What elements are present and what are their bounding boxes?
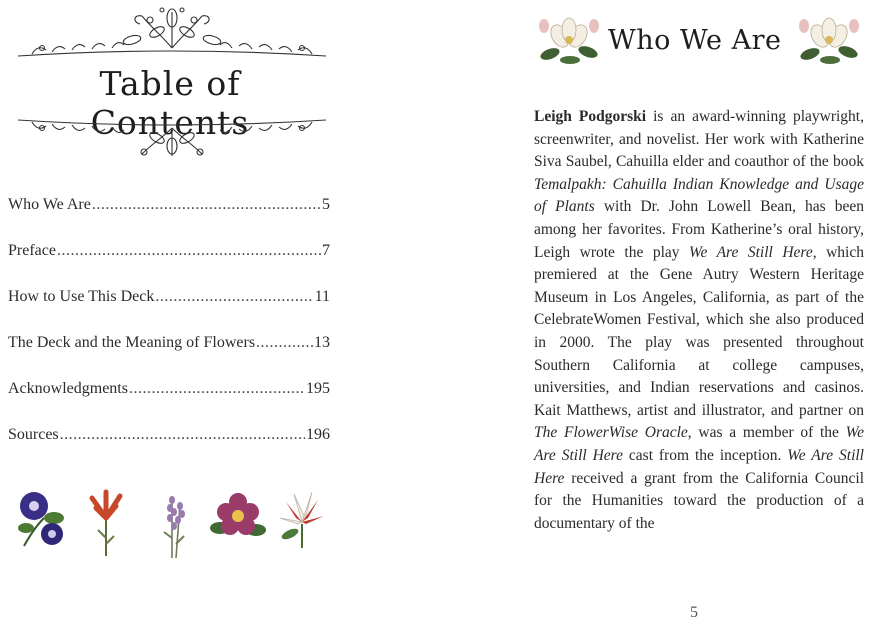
toc-entry-page: 7: [322, 242, 330, 259]
book-title: Temalpakh: Cahuilla Indian Knowledge and Usage of Plants: [534, 175, 864, 216]
toc-entry[interactable]: [8, 380, 330, 426]
pink-primrose-icon: [210, 488, 266, 544]
red-paintbrush-flower-icon: [84, 488, 128, 558]
body-text-run: cast from the inception.: [623, 446, 788, 464]
left-magnolia-sprig-icon: [536, 16, 602, 66]
toc-dot-leader: [256, 334, 313, 352]
play-title: We Are Still Here: [689, 243, 813, 261]
toc-entry-label: How to Use This Deck: [8, 288, 155, 305]
page-title: Who We Are: [608, 25, 782, 56]
toc-dot-leader: [57, 242, 321, 260]
toc-entry-page: 196: [306, 426, 330, 443]
toc-dot-leader: [60, 426, 305, 444]
right-page: [500, 0, 870, 624]
toc-entry[interactable]: [8, 426, 330, 472]
toc-entry[interactable]: [8, 242, 330, 288]
red-white-lily-icon: [276, 488, 328, 550]
body-paragraph: [534, 106, 864, 535]
flower-illustrations: [14, 488, 334, 560]
play-title: We Are Still Here: [534, 446, 864, 487]
toc-entry-label: Acknowledgments: [8, 380, 128, 397]
author-name: Leigh Podgorski: [534, 108, 647, 125]
toc-entry-page: 5: [322, 196, 330, 213]
bottom-floral-ornament-icon: [12, 112, 332, 158]
lavender-sprig-icon: [154, 488, 194, 560]
body-text-run: with Dr. John Lowell Bean, has been among her favorites. From Katherine’s oral history, Leigh wrote the play: [534, 198, 865, 261]
toc-entry-label: Preface: [8, 242, 56, 259]
play-title: We Are Still Here: [534, 424, 864, 464]
toc-entry[interactable]: [8, 288, 330, 334]
toc-entry-page: 195: [306, 380, 330, 397]
body-text-run: , was a member of the: [687, 424, 846, 442]
page-number: 5: [690, 604, 698, 621]
toc-title: Table of Contents: [90, 64, 250, 142]
toc-entry-page: 11: [314, 288, 330, 305]
oracle-title: The FlowerWise Oracle: [534, 424, 688, 442]
toc-entry-page: 13: [314, 334, 330, 351]
toc-list: [8, 196, 330, 472]
body-text-run: , which premiered at the Gene Autry Western Heritage Museum in Los Angeles, California, as part of the CelebrateWomen Festival, which she also produced in 2000. The play was presented throughout Southern California at college campuses, universities, and Indian reservations and casinos. Kait Matthews, artist and illustrator, and partner on: [534, 243, 864, 419]
toc-dot-leader: [155, 288, 313, 306]
toc-dot-leader: [92, 196, 321, 214]
body-text-run: is an award-winning playwright, screenwriter, and novelist. Her work with Katherine Siva Saubel, Cahuilla elder and coauthor of the book: [534, 108, 864, 171]
toc-entry-label: The Deck and the Meaning of Flowers: [8, 334, 256, 351]
toc-entry-label: Who We Are: [8, 196, 91, 213]
toc-entry[interactable]: [8, 334, 330, 380]
left-page: [0, 0, 340, 624]
body-text-run: received a grant from the California Council for the Humanities toward the production of a documentary of the: [534, 469, 864, 532]
toc-dot-leader: [129, 380, 305, 398]
right-magnolia-sprig-icon: [796, 16, 862, 66]
top-floral-ornament-icon: [12, 6, 332, 62]
purple-morning-glory-icon: [14, 488, 74, 550]
toc-entry[interactable]: [8, 196, 330, 242]
toc-entry-label: Sources: [8, 426, 59, 443]
